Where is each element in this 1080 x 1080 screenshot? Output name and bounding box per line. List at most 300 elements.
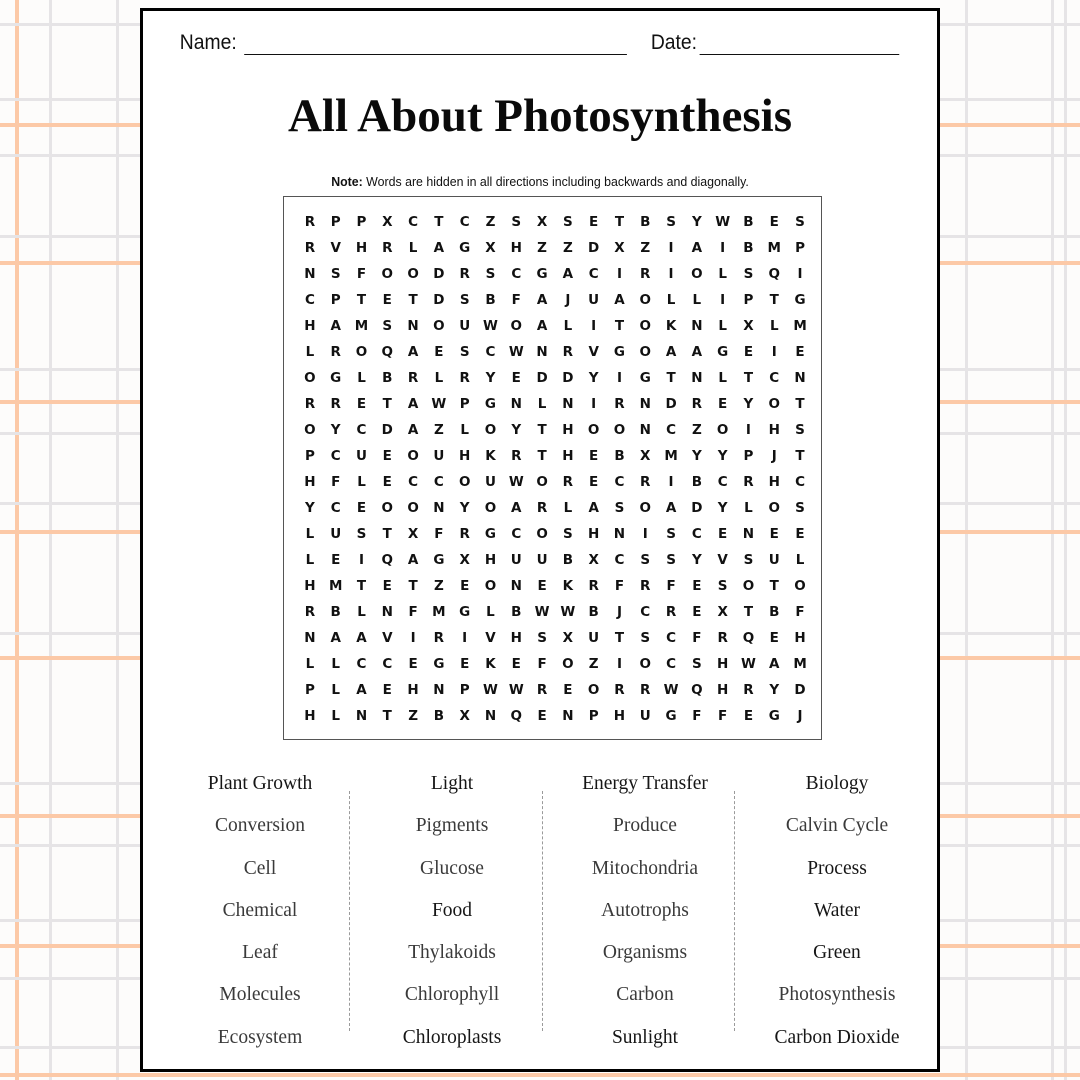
grid-letter[interactable]: E [356, 396, 367, 412]
grid-letter[interactable]: G [484, 396, 497, 412]
grid-letter[interactable]: H [768, 422, 780, 438]
grid-letter[interactable]: N [304, 266, 316, 282]
grid-letter[interactable]: L [692, 292, 702, 308]
grid-letter[interactable]: I [668, 266, 674, 282]
grid-letter[interactable]: I [462, 630, 468, 646]
grid-letter[interactable]: S [795, 500, 805, 516]
grid-letter[interactable]: Y [305, 500, 315, 516]
grid-letter[interactable]: E [434, 344, 444, 360]
grid-letter[interactable]: I [591, 318, 597, 334]
grid-letter[interactable]: T [795, 396, 805, 412]
grid-letter[interactable]: H [768, 474, 780, 490]
grid-letter[interactable]: R [614, 682, 625, 698]
grid-letter[interactable]: V [485, 630, 496, 646]
grid-letter[interactable]: Y [717, 500, 728, 516]
grid-letter[interactable]: C [511, 266, 522, 282]
grid-letter[interactable]: J [616, 604, 622, 620]
grid-letter[interactable]: E [589, 448, 599, 464]
grid-letter[interactable]: P [795, 240, 805, 256]
grid-letter[interactable]: H [304, 578, 316, 594]
grid-letter[interactable]: N [381, 604, 393, 620]
grid-letter[interactable]: N [433, 682, 445, 698]
grid-letter[interactable]: O [407, 500, 419, 516]
grid-letter[interactable]: G [717, 344, 729, 360]
grid-letter[interactable]: T [434, 214, 444, 230]
grid-letter[interactable]: F [434, 526, 444, 542]
grid-letter[interactable]: I [358, 552, 364, 568]
grid-letter[interactable]: L [666, 292, 676, 308]
grid-letter[interactable]: E [382, 292, 392, 308]
grid-letter[interactable]: O [716, 422, 729, 438]
grid-letter[interactable]: T [537, 448, 547, 464]
grid-letter[interactable]: B [433, 708, 445, 724]
grid-letter[interactable]: F [331, 474, 341, 490]
grid-letter[interactable]: V [330, 240, 341, 256]
grid-letter[interactable]: S [459, 292, 470, 308]
grid-letter[interactable]: O [742, 578, 755, 594]
grid-letter[interactable]: E [743, 708, 754, 724]
grid-letter[interactable]: E [382, 448, 392, 464]
grid-letter[interactable]: M [793, 318, 807, 334]
grid-letter[interactable]: S [614, 500, 625, 516]
grid-letter[interactable]: C [408, 214, 419, 230]
grid-letter[interactable]: W [663, 682, 679, 698]
grid-letter[interactable]: L [537, 396, 547, 412]
grid-letter[interactable]: E [692, 604, 702, 620]
grid-letter[interactable]: B [330, 604, 341, 620]
grid-letter[interactable]: G [536, 266, 548, 282]
grid-letter[interactable]: W [483, 318, 498, 334]
grid-letter[interactable]: Q [381, 552, 394, 568]
grid-letter[interactable]: H [510, 240, 522, 256]
grid-letter[interactable]: Q [381, 344, 394, 360]
grid-letter[interactable]: A [588, 500, 599, 516]
grid-letter[interactable]: C [356, 422, 367, 438]
grid-letter[interactable]: S [795, 214, 805, 230]
grid-letter[interactable]: I [668, 240, 674, 256]
grid-letter[interactable]: R [536, 500, 548, 516]
grid-letter[interactable]: O [587, 422, 600, 438]
grid-letter[interactable]: X [536, 214, 548, 230]
grid-letter[interactable]: C [433, 474, 444, 490]
grid-letter[interactable]: O [407, 266, 419, 282]
grid-letter[interactable]: C [459, 214, 470, 230]
grid-letter[interactable]: Y [691, 552, 702, 568]
grid-letter[interactable]: R [407, 370, 419, 386]
grid-letter[interactable]: T [743, 604, 754, 620]
grid-letter[interactable]: U [330, 526, 342, 542]
grid-letter[interactable]: O [587, 682, 600, 698]
grid-letter[interactable]: L [434, 370, 444, 386]
grid-letter[interactable]: B [511, 604, 522, 620]
grid-letter[interactable]: C [614, 474, 625, 490]
grid-letter[interactable]: E [718, 526, 728, 542]
grid-letter[interactable]: N [355, 708, 368, 724]
grid-letter[interactable]: T [382, 396, 392, 412]
grid-letter[interactable]: D [665, 396, 677, 412]
grid-letter[interactable]: I [410, 630, 416, 646]
grid-letter[interactable]: O [536, 526, 548, 542]
grid-letter[interactable]: U [588, 630, 600, 646]
grid-letter[interactable]: F [356, 266, 367, 282]
grid-letter[interactable]: W [508, 682, 524, 698]
grid-letter[interactable]: A [665, 344, 677, 360]
grid-letter[interactable]: V [717, 552, 728, 568]
grid-letter[interactable]: Q [691, 682, 703, 698]
grid-letter[interactable]: O [794, 578, 806, 594]
grid-letter[interactable]: M [664, 448, 678, 464]
grid-letter[interactable]: A [511, 500, 522, 516]
grid-letter[interactable]: S [743, 552, 754, 568]
grid-letter[interactable]: L [357, 370, 366, 386]
grid-letter[interactable]: R [433, 630, 445, 646]
grid-letter[interactable]: X [459, 552, 470, 568]
grid-letter[interactable]: Q [768, 266, 780, 282]
grid-letter[interactable]: N [407, 318, 419, 334]
grid-letter[interactable]: K [562, 578, 574, 594]
grid-letter[interactable]: C [356, 656, 367, 672]
grid-letter[interactable]: T [614, 214, 625, 230]
grid-letter[interactable]: H [407, 682, 419, 698]
grid-letter[interactable]: E [356, 500, 367, 516]
grid-letter[interactable]: S [563, 214, 573, 230]
grid-letter[interactable]: E [537, 578, 547, 594]
grid-letter[interactable]: X [459, 708, 470, 724]
grid-letter[interactable]: X [485, 240, 496, 256]
grid-letter[interactable]: P [356, 214, 367, 230]
grid-letter[interactable]: O [304, 422, 316, 438]
grid-letter[interactable]: P [330, 214, 341, 230]
grid-letter[interactable]: C [485, 344, 496, 360]
grid-letter[interactable]: Y [691, 214, 702, 230]
grid-letter[interactable]: K [485, 656, 496, 672]
grid-letter[interactable]: C [691, 526, 702, 542]
grid-letter[interactable]: E [692, 578, 702, 594]
grid-letter[interactable]: E [460, 578, 470, 594]
grid-letter[interactable]: C [666, 630, 677, 646]
grid-letter[interactable]: T [769, 292, 779, 308]
grid-letter[interactable]: R [459, 370, 470, 386]
grid-letter[interactable]: I [771, 344, 777, 360]
grid-letter[interactable]: N [639, 396, 651, 412]
grid-letter[interactable]: C [640, 604, 651, 620]
grid-letter[interactable]: B [382, 370, 393, 386]
grid-letter[interactable]: I [720, 292, 726, 308]
grid-letter[interactable]: N [562, 396, 574, 412]
grid-letter[interactable]: D [588, 240, 600, 256]
grid-letter[interactable]: Q [510, 708, 523, 724]
grid-letter[interactable]: C [666, 656, 677, 672]
grid-letter[interactable]: U [484, 474, 496, 490]
grid-letter[interactable]: I [720, 240, 726, 256]
grid-letter[interactable]: T [356, 578, 367, 594]
grid-letter[interactable]: E [769, 214, 779, 230]
grid-letter[interactable]: W [508, 474, 524, 490]
grid-letter[interactable]: S [691, 656, 702, 672]
grid-letter[interactable]: O [510, 318, 523, 334]
grid-letter[interactable]: O [768, 500, 780, 516]
grid-letter[interactable]: L [305, 344, 315, 360]
grid-letter[interactable]: Y [511, 422, 522, 438]
grid-letter[interactable]: R [304, 396, 316, 412]
grid-letter[interactable]: F [666, 578, 676, 594]
grid-letter[interactable]: P [304, 682, 315, 698]
grid-letter[interactable]: O [433, 318, 445, 334]
grid-letter[interactable]: N [510, 396, 522, 412]
grid-letter[interactable]: G [330, 370, 342, 386]
grid-letter[interactable]: Y [330, 422, 341, 438]
grid-letter[interactable]: R [330, 344, 341, 360]
grid-letter[interactable]: N [433, 500, 445, 516]
grid-letter[interactable]: E [589, 214, 599, 230]
grid-letter[interactable]: A [407, 344, 419, 360]
grid-letter[interactable]: P [459, 682, 470, 698]
grid-letter[interactable]: R [640, 474, 651, 490]
grid-letter[interactable]: W [715, 214, 731, 230]
grid-letter[interactable]: R [459, 266, 470, 282]
grid-letter[interactable]: H [613, 708, 626, 724]
grid-letter[interactable]: S [666, 526, 676, 542]
grid-letter[interactable]: D [433, 266, 445, 282]
grid-letter[interactable]: L [563, 318, 573, 334]
grid-letter[interactable]: U [433, 448, 445, 464]
grid-letter[interactable]: R [562, 344, 574, 360]
grid-letter[interactable]: N [691, 370, 703, 386]
grid-letter[interactable]: R [614, 396, 625, 412]
grid-letter[interactable]: H [588, 526, 600, 542]
grid-letter[interactable]: Y [769, 682, 780, 698]
grid-letter[interactable]: L [563, 500, 573, 516]
grid-letter[interactable]: Z [485, 214, 496, 230]
grid-letter[interactable]: H [459, 448, 471, 464]
grid-letter[interactable]: T [537, 422, 547, 438]
grid-letter[interactable]: S [356, 526, 367, 542]
grid-letter[interactable]: E [382, 578, 392, 594]
grid-letter[interactable]: C [511, 526, 522, 542]
grid-letter[interactable]: R [640, 682, 651, 698]
grid-letter[interactable]: M [767, 240, 781, 256]
grid-letter[interactable]: O [304, 370, 316, 386]
grid-letter[interactable]: O [381, 266, 394, 282]
grid-letter[interactable]: C [588, 266, 599, 282]
grid-letter[interactable]: R [536, 682, 548, 698]
grid-letter[interactable]: L [460, 422, 469, 438]
grid-letter[interactable]: P [743, 292, 754, 308]
grid-letter[interactable]: O [639, 318, 651, 334]
grid-letter[interactable]: E [331, 552, 341, 568]
grid-letter[interactable]: O [639, 500, 651, 516]
grid-letter[interactable]: U [588, 292, 600, 308]
grid-letter[interactable]: T [743, 370, 754, 386]
grid-letter[interactable]: R [743, 474, 754, 490]
grid-letter[interactable]: A [691, 344, 703, 360]
grid-letter[interactable]: O [768, 396, 780, 412]
grid-letter[interactable]: D [536, 370, 548, 386]
grid-letter[interactable]: L [331, 656, 340, 672]
grid-letter[interactable]: O [484, 422, 497, 438]
grid-letter[interactable]: N [613, 526, 626, 542]
grid-letter[interactable]: H [510, 630, 522, 646]
grid-letter[interactable]: R [691, 396, 703, 412]
grid-letter[interactable]: E [589, 474, 599, 490]
grid-letter[interactable]: O [484, 578, 497, 594]
grid-letter[interactable]: I [616, 266, 622, 282]
grid-letter[interactable]: J [797, 708, 803, 724]
grid-letter[interactable]: U [510, 552, 522, 568]
grid-letter[interactable]: M [328, 578, 343, 594]
grid-letter[interactable]: E [408, 656, 418, 672]
grid-letter[interactable]: N [742, 526, 755, 542]
grid-letter[interactable]: N [794, 370, 806, 386]
grid-letter[interactable]: H [794, 630, 806, 646]
grid-letter[interactable]: X [407, 526, 419, 542]
grid-letter[interactable]: N [484, 708, 497, 724]
grid-letter[interactable]: I [591, 396, 597, 412]
grid-letter[interactable]: E [382, 682, 392, 698]
grid-letter[interactable]: W [483, 682, 498, 698]
grid-letter[interactable]: F [692, 708, 702, 724]
grid-letter[interactable]: V [588, 344, 599, 360]
grid-letter[interactable]: P [588, 708, 599, 724]
grid-letter[interactable]: O [355, 344, 368, 360]
grid-letter[interactable]: A [433, 240, 445, 256]
grid-letter[interactable]: G [433, 656, 445, 672]
grid-letter[interactable]: R [640, 578, 651, 594]
grid-letter[interactable]: N [639, 422, 651, 438]
grid-letter[interactable]: E [563, 682, 573, 698]
grid-letter[interactable]: O [484, 500, 497, 516]
grid-letter[interactable]: E [537, 708, 547, 724]
grid-letter[interactable]: M [432, 604, 446, 620]
grid-letter[interactable]: H [562, 448, 574, 464]
grid-letter[interactable]: W [508, 344, 524, 360]
grid-letter[interactable]: R [459, 526, 470, 542]
grid-letter[interactable]: B [485, 292, 496, 308]
grid-letter[interactable]: A [614, 292, 625, 308]
grid-letter[interactable]: S [485, 266, 496, 282]
grid-letter[interactable]: F [692, 630, 702, 646]
grid-letter[interactable]: A [536, 318, 548, 334]
grid-letter[interactable]: A [407, 396, 419, 412]
grid-letter[interactable]: A [665, 500, 677, 516]
grid-letter[interactable]: E [795, 344, 805, 360]
grid-letter[interactable]: O [613, 422, 626, 438]
grid-letter[interactable]: G [459, 240, 471, 256]
grid-letter[interactable]: H [304, 708, 316, 724]
grid-letter[interactable]: J [771, 448, 777, 464]
grid-letter[interactable]: L [305, 552, 315, 568]
grid-letter[interactable]: O [407, 448, 419, 464]
grid-letter[interactable]: Z [640, 240, 651, 256]
grid-letter[interactable]: L [744, 500, 753, 516]
grid-letter[interactable]: D [794, 682, 806, 698]
grid-letter[interactable]: Z [537, 240, 547, 256]
grid-letter[interactable]: G [768, 708, 780, 724]
grid-letter[interactable]: O [691, 266, 703, 282]
grid-letter[interactable]: T [382, 526, 392, 542]
grid-letter[interactable]: R [304, 240, 316, 256]
grid-letter[interactable]: E [769, 630, 779, 646]
grid-letter[interactable]: A [330, 630, 341, 646]
grid-letter[interactable]: G [613, 344, 625, 360]
grid-letter[interactable]: T [769, 578, 779, 594]
grid-letter[interactable]: L [718, 370, 727, 386]
grid-letter[interactable]: Z [433, 578, 444, 594]
grid-letter[interactable]: X [743, 318, 754, 334]
grid-letter[interactable]: A [769, 656, 780, 672]
grid-letter[interactable]: S [717, 578, 728, 594]
grid-letter[interactable]: H [716, 656, 729, 672]
grid-letter[interactable]: X [382, 214, 393, 230]
grid-letter[interactable]: F [795, 604, 805, 620]
grid-letter[interactable]: S [666, 214, 676, 230]
grid-letter[interactable]: C [795, 474, 805, 490]
grid-letter[interactable]: D [562, 370, 574, 386]
grid-letter[interactable]: R [640, 266, 651, 282]
grid-letter[interactable]: X [614, 240, 625, 256]
grid-letter[interactable]: R [304, 604, 316, 620]
grid-letter[interactable]: L [718, 266, 727, 282]
grid-letter[interactable]: R [330, 396, 341, 412]
grid-letter[interactable]: D [433, 292, 445, 308]
grid-letter[interactable]: G [794, 292, 806, 308]
grid-letter[interactable]: I [668, 474, 674, 490]
grid-letter[interactable]: N [562, 708, 574, 724]
grid-letter[interactable]: G [665, 708, 677, 724]
grid-letter[interactable]: L [769, 318, 779, 334]
grid-letter[interactable]: C [408, 474, 419, 490]
grid-letter[interactable]: R [304, 214, 316, 230]
grid-letter[interactable]: A [356, 630, 367, 646]
grid-letter[interactable]: F [537, 656, 547, 672]
grid-letter[interactable]: M [354, 318, 369, 334]
grid-letter[interactable]: A [407, 552, 419, 568]
grid-letter[interactable]: K [485, 448, 496, 464]
grid-letter[interactable]: X [717, 604, 728, 620]
grid-letter[interactable]: S [537, 630, 547, 646]
grid-letter[interactable]: N [691, 318, 703, 334]
grid-letter[interactable]: F [511, 292, 521, 308]
grid-letter[interactable]: L [331, 708, 340, 724]
grid-letter[interactable]: O [458, 474, 471, 490]
grid-letter[interactable]: H [304, 318, 316, 334]
grid-letter[interactable]: D [691, 500, 703, 516]
grid-letter[interactable]: E [511, 370, 521, 386]
grid-letter[interactable]: I [616, 370, 622, 386]
grid-letter[interactable]: T [614, 630, 625, 646]
grid-letter[interactable]: E [511, 656, 521, 672]
grid-letter[interactable]: T [666, 370, 676, 386]
grid-letter[interactable]: R [717, 630, 728, 646]
grid-letter[interactable]: C [666, 422, 677, 438]
grid-letter[interactable]: S [382, 318, 393, 334]
grid-letter[interactable]: Y [459, 500, 470, 516]
grid-letter[interactable]: G [459, 604, 471, 620]
grid-letter[interactable]: O [639, 292, 651, 308]
grid-letter[interactable]: E [718, 396, 728, 412]
grid-letter[interactable]: L [305, 656, 315, 672]
grid-letter[interactable]: U [768, 552, 780, 568]
grid-letter[interactable]: C [717, 474, 728, 490]
grid-letter[interactable]: G [433, 552, 445, 568]
grid-letter[interactable]: N [536, 344, 548, 360]
grid-letter[interactable]: R [665, 604, 677, 620]
grid-letter[interactable]: S [330, 266, 341, 282]
grid-letter[interactable]: A [407, 422, 419, 438]
grid-letter[interactable]: I [745, 422, 751, 438]
grid-letter[interactable]: M [793, 656, 807, 672]
grid-letter[interactable]: V [382, 630, 393, 646]
